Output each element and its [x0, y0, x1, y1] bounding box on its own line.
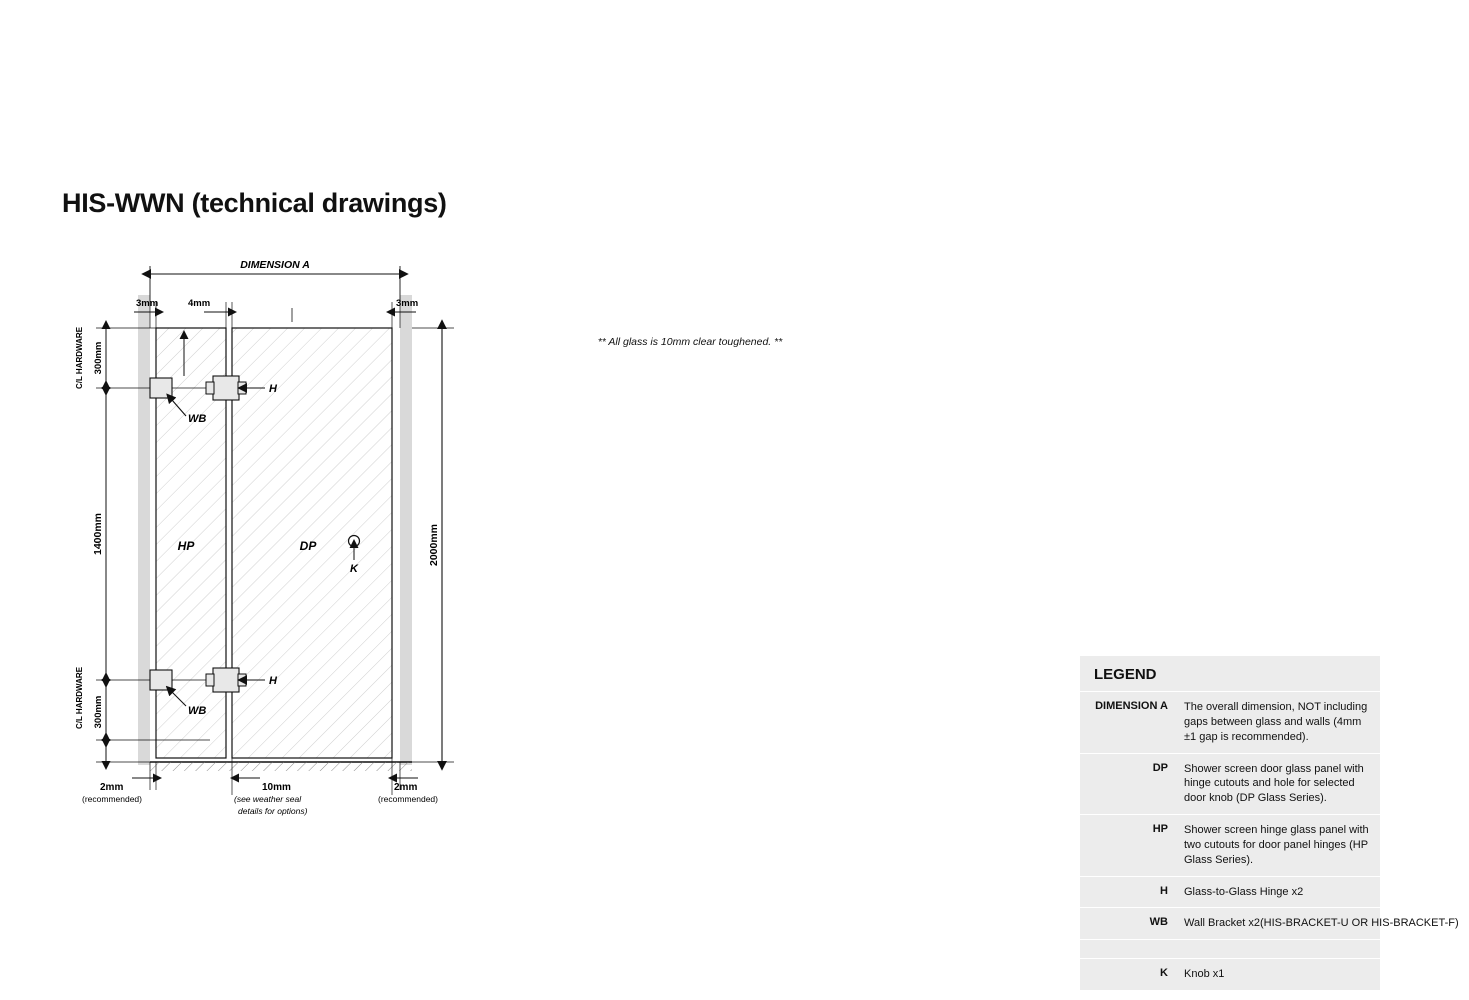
- bottom-center-value: 10mm: [262, 782, 291, 793]
- page-title: HIS-WWN (technical drawings): [62, 188, 447, 218]
- gap-label-middle: 4mm: [188, 298, 211, 309]
- legend-value: Wall Bracket x2(HIS-BRACKET-U OR HIS-BRACKET-F): [1184, 917, 1459, 930]
- top-hardware-value: 300mm: [93, 341, 104, 375]
- wall-bracket-top: [150, 378, 172, 398]
- legend-key: K: [1160, 967, 1168, 980]
- middle-height-value: 1400mm: [92, 512, 104, 556]
- knob-callout: K: [350, 563, 358, 575]
- legend-heading: LEGEND: [1080, 656, 1380, 692]
- hinge-top: [213, 376, 239, 400]
- bottom-center-sub-2: details for options): [238, 806, 308, 816]
- legend-row-k: [1080, 959, 1380, 990]
- bottom-hardware-label: C/L HARDWARE: [75, 666, 84, 730]
- bottom-left-sub: (recommended): [82, 794, 142, 804]
- legend-row-hp: [1080, 815, 1380, 877]
- legend-table: [1080, 656, 1459, 990]
- legend-spacer: [1080, 940, 1380, 959]
- wall-left: [138, 295, 150, 765]
- dimension-a-label: DIMENSION A: [240, 259, 310, 271]
- hinge-bottom: [213, 668, 239, 692]
- legend-row-wb: [1080, 908, 1459, 940]
- legend-row-dp: [1080, 754, 1380, 816]
- bottom-center-sub-1: (see weather seal: [234, 794, 302, 804]
- hinge-callout-top: H: [269, 383, 277, 395]
- legend-key: HP: [1152, 823, 1168, 836]
- legend-wrapper: [540, 328, 1459, 981]
- legend-value: Shower screen hinge glass panel with two cutouts for door panel hinges (HP Glass Series).: [1184, 824, 1369, 866]
- overall-height-label: 2000mm: [428, 523, 440, 567]
- legend-row-h: [1080, 877, 1380, 909]
- floor-hatch: [150, 762, 412, 771]
- hinge-panel-label: HP: [177, 539, 195, 553]
- legend-key: H: [1160, 884, 1168, 897]
- legend-note: ** All glass is 10mm clear toughened. **: [597, 336, 783, 348]
- legend-key: WB: [1149, 916, 1168, 929]
- knob-hole: [349, 536, 360, 547]
- wall-right: [400, 295, 412, 765]
- bottom-hardware-value: 300mm: [93, 695, 104, 729]
- legend-key: DP: [1152, 761, 1168, 774]
- hinge-callout-bottom: H: [269, 675, 277, 687]
- bottom-left-value: 2mm: [100, 782, 124, 793]
- gap-label-left: 3mm: [136, 298, 159, 309]
- door-panel-label: DP: [299, 539, 317, 553]
- wall-bracket-callout-bottom: WB: [188, 705, 207, 717]
- wall-bracket-bottom: [150, 670, 172, 690]
- bottom-right-sub: (recommended): [378, 794, 438, 804]
- gap-label-right: 3mm: [396, 298, 419, 309]
- wall-bracket-callout-top: WB: [188, 413, 207, 425]
- legend-row-dimension-a: [1080, 692, 1380, 754]
- top-hardware-label: C/L HARDWARE: [75, 326, 84, 390]
- legend-key: DIMENSION A: [1095, 700, 1168, 712]
- technical-drawing: [60, 250, 480, 840]
- bottom-right-value: 2mm: [394, 782, 418, 793]
- legend-value: Shower screen door glass panel with hinge cutouts and hole for selected door knob (DP Glass Series).: [1184, 762, 1364, 805]
- legend-value: The overall dimension, NOT including gaps between glass and walls (4mm ±1 gap is recommended).: [1184, 701, 1368, 743]
- legend-value: Knob x1: [1184, 968, 1225, 981]
- legend-value: Glass-to-Glass Hinge x2: [1184, 885, 1304, 898]
